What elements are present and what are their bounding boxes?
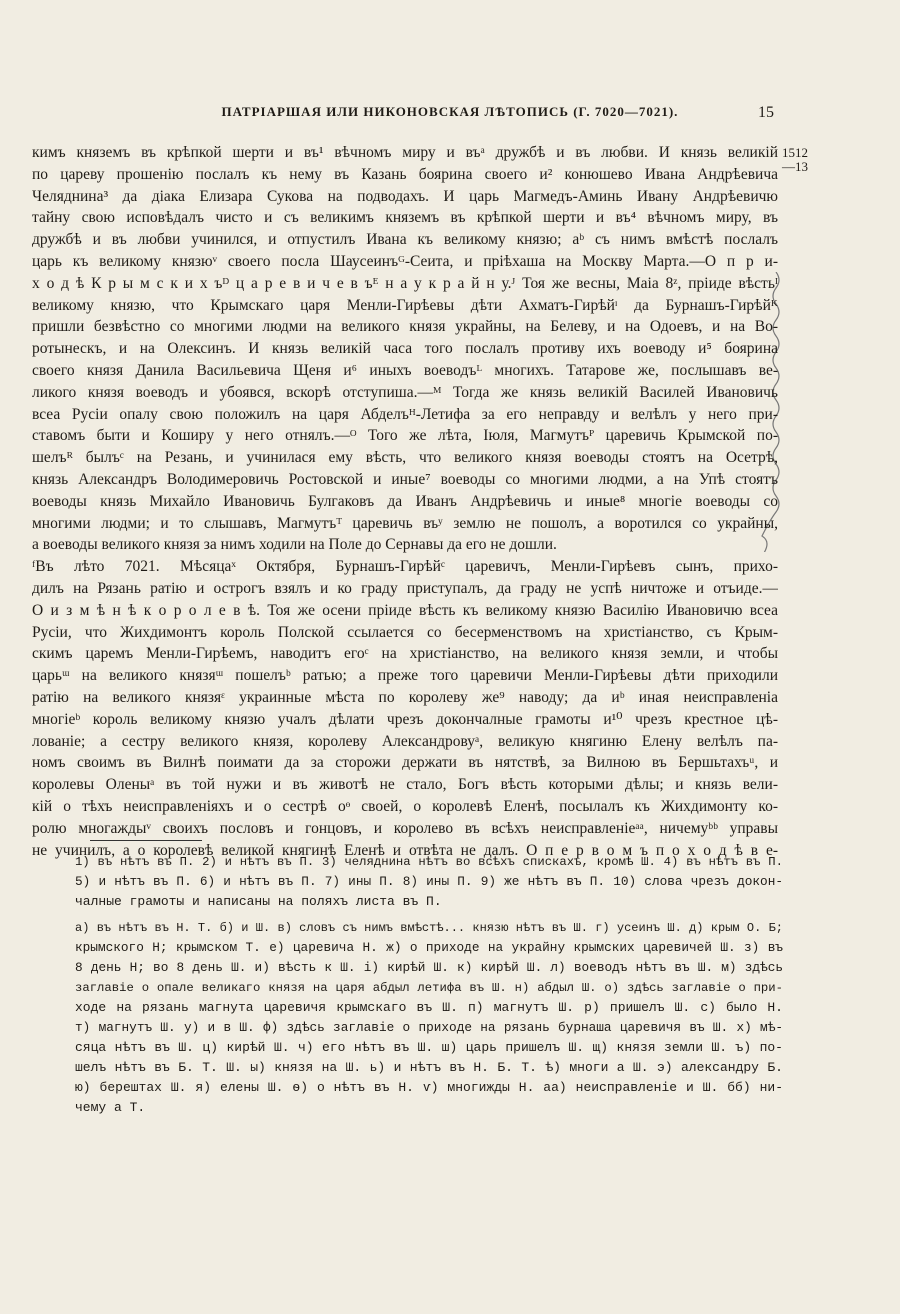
text-line: скимъ царемъ Менли-Гирѣемъ, наводитъ егоᶜ на христіанство, на великого князя земли, и чтобы: [32, 645, 778, 663]
footnote-line: а) въ нѣтъ въ Н. Т. б) и Ш. в) словъ съ нимъ вмѣстѣ... князю нѣтъ въ Ш. г) усеинъ Ш. д) крым О. Б;: [75, 921, 783, 935]
text-line: ролю многаждыᵛ своихъ пословъ и гонцовъ, и королево въ всѣхъ неисправленіеᵃᵃ, ничемуᵇᵇ управы: [32, 819, 778, 837]
footnote-line: 8 день Н; во 8 день Ш. и) вѣсть к Ш. і) кирѣй Ш. к) кирѣй Ш. л) воеводъ нѣтъ въ Ш. м) здѣсь: [75, 960, 783, 975]
footnote-line: шелъ нѣтъ въ Б. Т. Ш. ы) князя на Ш. ь) и нѣтъ въ Н. Б. Т. ѣ) многи а Ш. э) александру Б.: [75, 1060, 783, 1075]
footnote-line: ходе на рязань магнута царевичя крымскаго въ Ш. п) магнутъ Ш. р) пришелъ Ш. с) было Н.: [75, 1000, 783, 1015]
text-line: великому князю, что Крымскаго царя Менли-Гирѣевы дѣти Ахматъ-Гирѣйᶦ да Бурнашъ-Гирѣйᴷ: [32, 296, 778, 314]
text-line: шелъᴿ былъᶜ на Резань, и учинилася ему вѣсть, что великого князя воеводы стоятъ на Осетрѣ,: [32, 449, 778, 467]
footnote-line: 1) въ нѣтъ въ П. 2) и нѣтъ въ П. 3) челяднина нѣтъ во всѣхъ спискахъ, кромѣ Ш. 4) въ нѣтъ въ П.: [75, 855, 783, 869]
footnote-line: 5) и нѣтъ въ П. 6) и нѣтъ въ П. 7) ины П. 8) ины П. 9) же нѣтъ въ П. 10) слова чрезъ докон-: [75, 874, 783, 889]
text-line: номъ своимъ въ Вилнѣ поимати да за сторожи держати въ нятствѣ, за Вилною въ Бершьтахъᵘ, и: [32, 754, 778, 772]
footnote-line: ю) берештах Ш. я) елены Ш. ѳ) о нѣтъ въ Н. ѵ) многижды Н. аа) неисправленіе и Ш. бб) ни-: [75, 1080, 783, 1095]
page-number: 15: [758, 104, 774, 121]
footnotes-lettered: [75, 918, 783, 1118]
text-line: князь Александръ Володимеровичь Ростовской и иные⁷ воеводы со многими людми, а на Упѣ стоятъ: [32, 470, 778, 488]
text-line: дилъ на Рязань ратію и острогъ взялъ и ко граду приступалъ, да граду не успѣ ничтоже и отъиде.—: [32, 579, 778, 597]
text-line: кимъ княземъ въ крѣпкой шерти и въ¹ вѣчномъ миру и въᵃ дружбѣ и въ любви. И князь великій: [32, 144, 778, 161]
text-line: своего князя Данила Васильевича Щеня и⁶ иныхъ воеводъᴸ многихъ. Татарове же, послышавъ ве-: [32, 361, 778, 379]
text-line: воеводы князь Михайло Ивановичь Булгаковъ да Иванъ Андрѣевичь и иные⁸ многіе воеводы со: [32, 492, 778, 510]
text-line: лованіе; а сестру великого князя, королеву Александровуᵃ, великую княгиню Елену велѣлъ па-: [32, 732, 778, 750]
text-line: царь къ великому князюᵛ своего посла Шаусеинъᴳ-Сеита, и пріѣхаша на Москву Марта.—О п р и-: [32, 252, 778, 270]
text-line: х о д ѣ К р ы м с к и х ъᴰ ц а р е в и ч е в ъᴱ н а у к р а й н у.ᴶ Тоя же весны, Маіа 8ᶻ, пріиде вѣстьᴵ: [32, 274, 778, 292]
margin-year-note: 1512: [782, 145, 808, 160]
text-line: дружбѣ и въ любви учинился, и отпустилъ Ивана къ великому князю; аᵇ съ нимъ вмѣстѣ послалъ: [32, 231, 778, 249]
text-line: а воеводы великого князя за нимъ ходили на Поле до Сернавы да его не дошли.: [32, 536, 557, 554]
text-line: Русіи, что Жихдимонтъ король Полской ссылается со бесерменствомъ на христіанство, съ Крым-: [32, 623, 778, 641]
text-line: ликого князя воеводъ и убоявся, вскорѣ отступиша.—ᴹ Тогда же князь великій Василей Ивановичь: [32, 383, 778, 401]
footnotes-numbered: [75, 852, 783, 912]
footnote-line: сяца нѣтъ въ Ш. ц) кирѣй Ш. ч) его нѣтъ въ Ш. ш) царь пришелъ Ш. щ) князя земли Ш. ъ) по-: [75, 1040, 783, 1055]
text-line: пришли безвѣстно со многими людми на великого князя украйны, на Белеву, и на Одоевъ, и на Во-: [32, 318, 778, 336]
main-text: [32, 142, 778, 861]
text-line: тайну свою исповѣдалъ чисто и съ великимъ княземъ въ крѣпкой шерти и въ⁴ вѣчномъ миру, въ: [32, 209, 778, 227]
footnote-line: крымского Н; крымском Т. е) царевича Н. ж) о приходе на украйну крымских царевичей Ш. з) въ: [75, 940, 783, 955]
footnote-line: т) магнутъ Ш. у) и в Ш. ф) здѣсь заглавіе о приходе на рязань бурнаша царевичя въ Ш. х) мѣ-: [75, 1020, 783, 1035]
text-line: не учинилъ, а о королевѣ великой княгинѣ Еленѣ и отвѣта не далъ. О п е р в о м ъ п о х о д ѣ в е-: [32, 841, 778, 859]
margin-year-note-continued: —13: [782, 159, 808, 174]
footnote-line: чалные грамоты и написаны на поляхъ листа въ П.: [75, 894, 442, 909]
text-line: королевы Оленыᵃ въ той нужи и въ животѣ не стало, Богъ вѣсть которыми дѣлы; и князь вели-: [32, 776, 778, 794]
footnote-line: чему а Т.: [75, 1100, 146, 1115]
page-header: [0, 104, 900, 134]
text-line: ставомъ быти и Коширу у него отнялъ.—ᴼ Того же лѣта, Іюля, Магмутъᴾ царевичь Крымской по-: [32, 427, 778, 445]
running-title: ПАТРІАРШАЯ ИЛИ НИКОНОВСКАЯ ЛѢТОПИСЬ (Г. 7020—7021).: [221, 104, 679, 119]
footnote-line: заглавіе о опале великаго князя на царя абдыл летифа въ Ш. н) абдыл Ш. о) здѣсь заглавіе о при-: [75, 981, 783, 995]
footnote-divider: [90, 840, 202, 841]
text-line: О и з м ѣ н ѣ к о р о л е в ѣ. Тоя же осени пріиде вѣсть къ великому князю Василію Ивановичю всеа: [32, 601, 778, 619]
text-line: многіеᵇ король великому князю учалъ дѣлати чрезъ докончалные грамоты и¹⁰ чрезъ крестное цѣ-: [32, 710, 778, 728]
text-line: по цареву прошенію послалъ къ нему въ Казань боярина своего и² конюшево Ивана Андрѣевича: [32, 165, 778, 183]
text-line: многими людми; и то слышавъ, Магмутъᵀ царевичь въʸ землю не пошолъ, а воротился со украйны,: [32, 514, 778, 532]
text-line: Челяднина³ да діака Елизара Сукова на подводахъ. И царь Магмедъ-Аминь Ивану Андрѣевичю: [32, 187, 778, 205]
text-line: кій о тѣхъ неисправленіяхъ и о сестрѣ оᶱ своей, о королевѣ Еленѣ, посылалъ къ Жихдимонту ко-: [32, 797, 778, 815]
text-line: ᶠВъ лѣто 7021. Мѣсяцаˣ Октября, Бурнашъ-Гирѣйᶜ царевичъ, Менли-Гирѣевъ сынъ, прихо-: [32, 558, 778, 576]
text-line: ротынескъ, и на Олексинъ. И князь великій часа того послалъ противу ихъ воеводу и⁵ боярина: [32, 340, 778, 358]
text-line: всеа Русіи опалу свою положилъ на царя Абделъᴴ-Летифа за его неправду и велѣлъ у него при-: [32, 405, 778, 423]
text-line: царьᵚ на великого князяᵚ пошелъᵇ ратью; а преже того царевичи Менли-Гирѣевы дѣти приходили: [32, 667, 778, 685]
text-line: ратію на великого князяᵋ украинные мѣста по королеву же⁹ наводу; да иᵇ иная неисправленіа: [32, 688, 778, 706]
